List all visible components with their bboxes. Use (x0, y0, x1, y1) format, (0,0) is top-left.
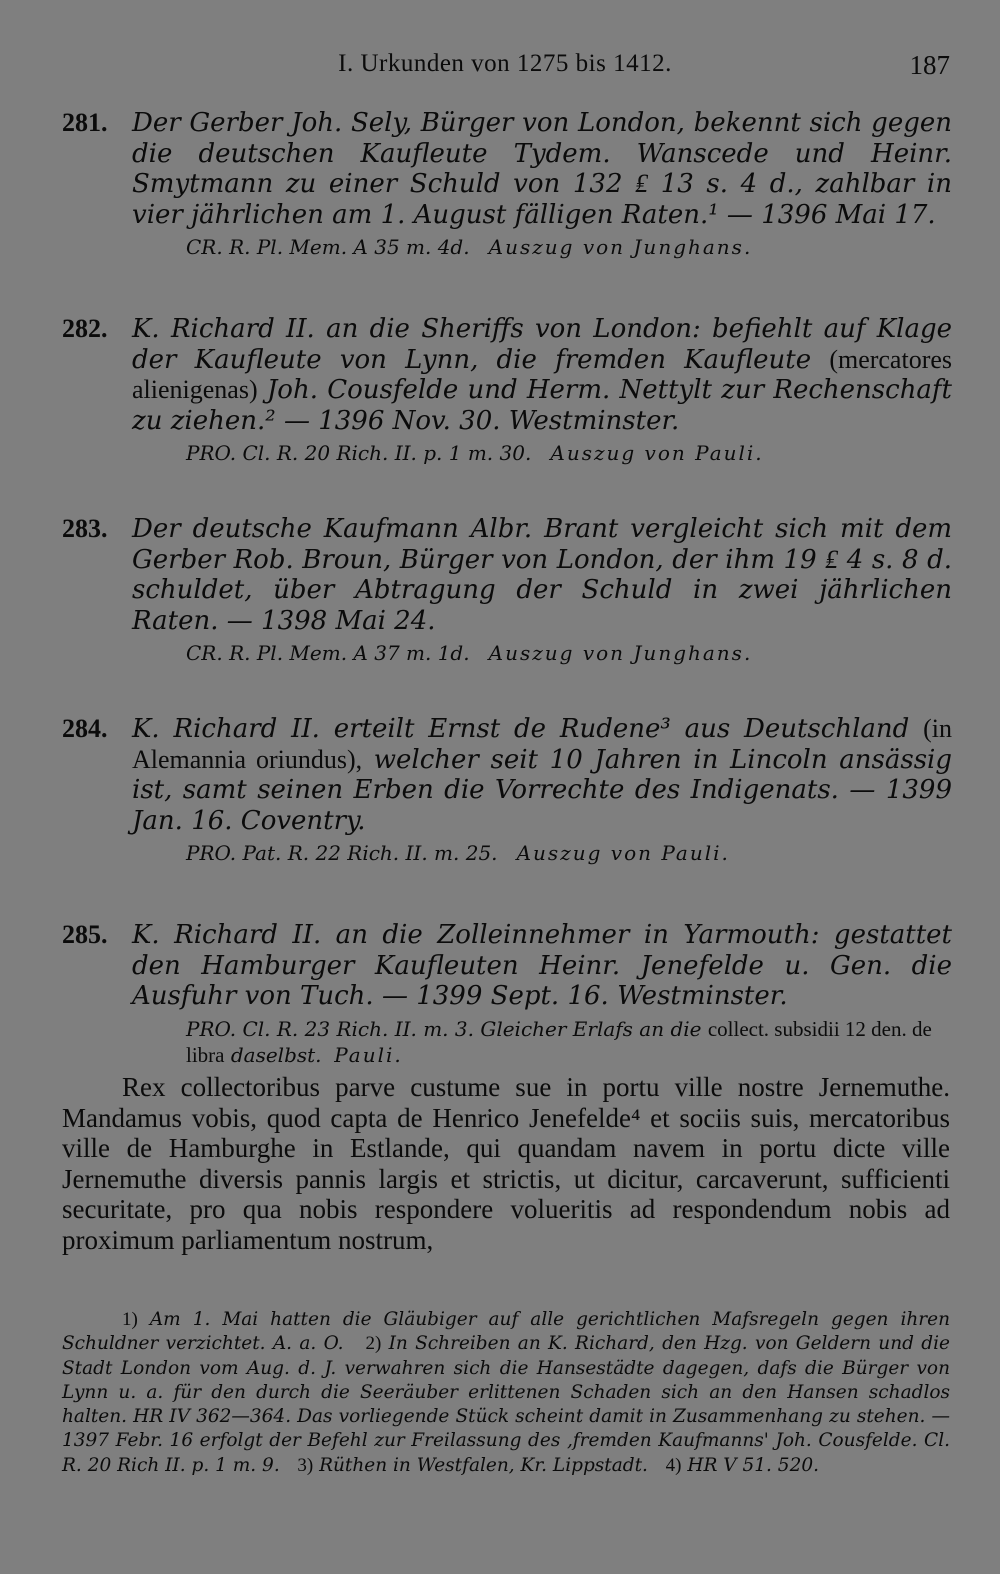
source-author: Auszug von Pauli. (550, 441, 764, 465)
footnote-marker: 3) (297, 1454, 314, 1476)
entry-text (62, 108, 952, 230)
source-reference: PRO. Cl. R. 20 Rich. II. p. 1 m. 30. (186, 441, 532, 465)
latin-quote: (mercatores alienigenas) (132, 344, 953, 404)
footnote-marker: 4) (665, 1454, 682, 1476)
page-number: 187 (909, 50, 950, 80)
footnote-marker: 1) (122, 1309, 138, 1330)
entry-text (62, 920, 952, 1012)
source-author: Auszug von Junghans. (488, 235, 753, 259)
footnote-text: In Schreiben an K. Richard, den Hzg. von Geldern und die Stadt London vom Aug. d. J. verwahren sich die Hansestädte dagegen, dafs die Bürger von Lynn u. a. für den durch die Seeräuber erlittenen Schaden sich an den Hansen schadlos halten. HR IV 362—364. Das vorliegende Stück scheint damit in Zusammenhang zu stehen. — 1397 Febr. 16 erfolgt der Befehl zur Freilassung des ‚fremden Kaufmanns' Joh. Cousfelde. Cl. R. 20 Rich II. p. 1 m. 9. (62, 1333, 950, 1476)
source-line (186, 234, 952, 260)
running-title: I. Urkunden von 1275 bis 1412. (338, 50, 672, 77)
entry-281 (62, 108, 952, 260)
source-latin: collect. subsidii 12 den. de libra (186, 1016, 932, 1067)
latin-quote: (in Alemannia oriundus), (132, 714, 952, 774)
regest-text-continued: Joh. Cousfelde und Herm. Nettylt zur Rechenschaft zu ziehen.² — 1396 Nov. 30. Westminster. (132, 375, 953, 436)
footnote-marker: 2) (365, 1333, 382, 1355)
footnote-text: Rüthen in Westfalen, Kr. Lippstadt. (319, 1454, 648, 1476)
source-reference-tail: daselbst. (230, 1042, 322, 1067)
page-header (60, 44, 950, 80)
source-author: Auszug von Junghans. (488, 641, 753, 665)
source-author: Auszug von Pauli. (516, 841, 730, 865)
regest-text: Der deutsche Kaufmann Albr. Brant vergleicht sich mit dem Gerber Rob. Broun, Bürger von London, der ihm 19 ₤ 4 s. 8 d. schuldet, über Abtragung der Schuld in zwei jährlichen Raten. — 1398 Mai 24. (132, 514, 952, 636)
entry-number: 282. (62, 314, 108, 343)
source-reference: CR. R. Pl. Mem. A 37 m. 1d. (186, 641, 470, 665)
entry-number: 283. (62, 514, 108, 543)
regest-text: Der Gerber Joh. Sely, Bürger von London, bekennt sich gegen die deutschen Kaufleute Tydem. Wanscede und Heinr. Smytmann zu einer Schuld von 132 ₤ 13 s. 4 d., zahlbar in vier jährlichen am 1. August fälligen Raten.¹ — 1396 Mai 17. (132, 108, 952, 230)
entry-284 (62, 714, 952, 866)
entry-number: 281. (62, 108, 108, 137)
regest-text: K. Richard II. an die Sheriffs von London: befiehlt auf Klage der Kaufleute von Lynn, die fremden Kaufleute (132, 314, 952, 375)
entry-number: 285. (62, 920, 108, 949)
entry-283 (62, 514, 952, 666)
footnote-text: Am 1. Mai hatten die Gläubiger auf alle gerichtlichen Mafsregeln gegen ihren Schuldner verzichtet. A. a. O. (62, 1309, 950, 1355)
entry-282 (62, 314, 952, 466)
footnote-text: HR V 51. 520. (687, 1454, 819, 1476)
entry-text (62, 714, 952, 836)
source-line (186, 440, 952, 466)
entry-285 (62, 920, 952, 1068)
source-line (186, 640, 952, 666)
regest-text: K. Richard II. erteilt Ernst de Rudene³ aus Deutschland (132, 714, 910, 744)
source-line (142, 1016, 952, 1068)
source-reference: PRO. Cl. R. 23 Rich. II. m. 3. Gleicher Erlafs an die (186, 1016, 702, 1041)
entry-text (62, 514, 952, 636)
source-reference: CR. R. Pl. Mem. A 35 m. 4d. (186, 235, 470, 259)
latin-document-text: Rex collectoribus parve custume sue in portu ville nostre Jernemuthe. Mandamus vobis, quod capta de Henrico Jenefelde⁴ et sociis suis, mercatoribus ville de Hamburghe in Estlande, qui quandam navem in portu dicte ville Jernemuthe diversis pannis largis et strictis, ut dicitur, carcaverunt, sufficienti securitate, pro qua nobis respondere volueritis ad respondendum nobis ad proximum parliamentum nostrum, (62, 1072, 950, 1255)
entry-number: 284. (62, 714, 108, 743)
source-reference: PRO. Pat. R. 22 Rich. II. m. 25. (186, 841, 498, 865)
source-author: Pauli. (334, 1042, 403, 1067)
source-line (186, 840, 952, 866)
entry-text (62, 314, 952, 436)
footnotes (62, 1308, 950, 1478)
regest-text-continued: welcher seit 10 Jahren in Lincoln ansässig ist, samt seinen Erben die Vorrechte des Indigenats. — 1399 Jan. 16. Coventry. (132, 744, 952, 836)
regest-text: K. Richard II. an die Zolleinnehmer in Yarmouth: gestattet den Hamburger Kaufleuten Heinr. Jenefelde u. Gen. die Ausfuhr von Tuch. — 1399 Sept. 16. Westminster. (132, 920, 952, 1011)
